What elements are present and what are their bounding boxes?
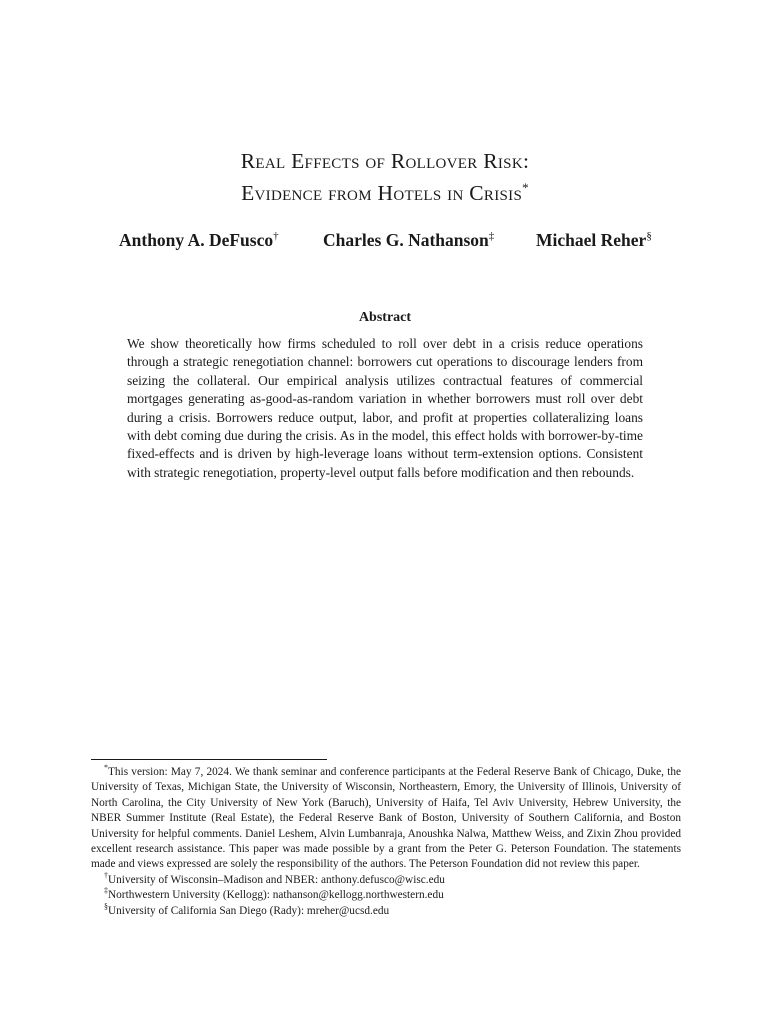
- footnote-text: University of California San Diego (Rady): mreher@ucsd.edu: [108, 904, 390, 917]
- author-footnote-mark: ‡: [488, 230, 495, 243]
- footnote-divider: [91, 759, 327, 760]
- author-footnote-mark: †: [273, 230, 279, 243]
- footnote-nathanson-affiliation: [91, 888, 681, 903]
- title-text-1: Real Effects of Rollover Risk:: [240, 149, 530, 173]
- author-name: Charles G. Nathanson: [323, 230, 489, 250]
- author-footnote-mark: §: [646, 230, 652, 243]
- abstract-body: We show theoretically how firms scheduled to roll over debt in a crisis reduce operations through a strategic renegotiation channel: borrowers cut operations to discourage lenders from seizing the collateral. Our empirical analysis utilizes contractual features of commercial mortgages generating as-good-as-random variation in whether borrowers must roll over debt during a crisis. Borrowers reduce output, labor, and profit at properties collateralizing loans with debt coming due during the crisis. As in the model, this effect holds with borrower-by-time fixed-effects and is driven by high-leverage loans without term-extension options. Consistent with strategic renegotiation, property-level output falls before modification and then rebounds.: [127, 336, 643, 480]
- author-nathanson: [323, 230, 494, 251]
- title-text-2: Evidence from Hotels in Crisis: [241, 181, 523, 205]
- footnote-mark: ‡: [104, 886, 108, 896]
- footnote-acknowledgements: [91, 765, 681, 873]
- footnote-text: University of Wisconsin–Madison and NBER: anthony.defusco@wisc.edu: [108, 873, 445, 886]
- footnote-mark: †: [104, 871, 108, 881]
- footnote-reher-affiliation: [91, 901, 681, 919]
- abstract-heading: Abstract: [358, 310, 412, 325]
- footnote-mark: §: [104, 901, 108, 911]
- author-list: [0, 230, 770, 256]
- footnote-defusco-affiliation: [91, 873, 681, 888]
- footnote-text: This version: May 7, 2024. We thank seminar and conference participants at the Federal Reserve Bank of Chicago, Duke, the University of Texas, Michigan State, the University of Wisconsin, Northeastern, Emory, the University of Illinois, University of North Carolina, the City University of New York (Baruch), University of Haifa, Tel Aviv University, Hebrew University, the NBER Summer Institute (Real Estate), the Federal Reserve Bank of Boston, University of Southern California, and Boston University for helpful comments. Daniel Leshem, Alvin Lumbanraja, Anoushka Nalwa, Matthew Weiss, and Zixin Zhou provided excellent research assistance. This paper was made possible by a grant from the Peter G. Peterson Foundation. The statements made and views expressed are solely the responsibility of the authors. The Peterson Foundation did not review this paper.: [91, 766, 681, 871]
- author-reher: [536, 230, 652, 251]
- footnote-text: Northwestern University (Kellogg): nathanson@kellogg.northwestern.edu: [108, 889, 444, 902]
- footnotes: [91, 765, 681, 919]
- author-name: Anthony A. DeFusco: [119, 230, 274, 250]
- author-defusco: [119, 230, 279, 251]
- title-footnote-mark: *: [522, 179, 529, 195]
- author-name: Michael Reher: [536, 230, 647, 250]
- footnote-mark: *: [104, 763, 108, 773]
- paper-title-line-2: [0, 181, 770, 206]
- paper-title-line-1: [0, 149, 770, 174]
